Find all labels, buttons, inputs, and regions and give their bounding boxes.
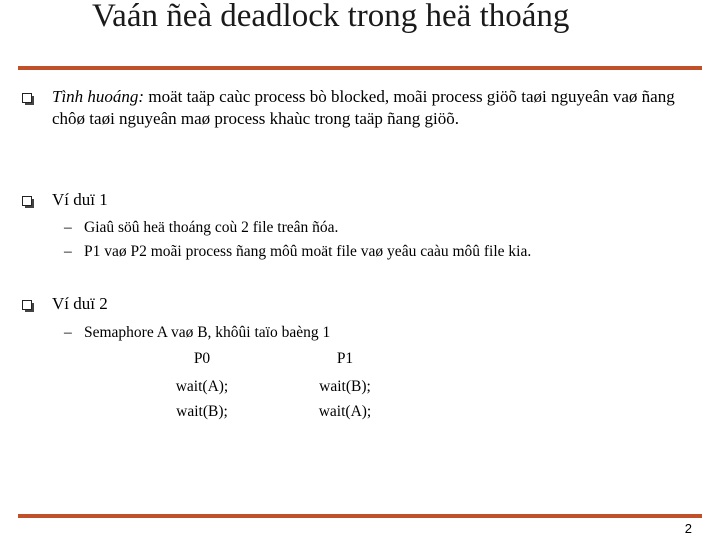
p0-line: wait(B);: [176, 403, 228, 420]
dash-icon: –: [64, 219, 72, 236]
sub-item-text: P1 vaø P2 moãi process ñang môû moät file vaø yeâu caàu môû file kia.: [84, 243, 532, 260]
sub-item-text: Semaphore A vaø B, khôûi taïo baèng 1: [84, 324, 331, 341]
bottom-divider: [18, 514, 702, 518]
top-divider: [18, 66, 702, 70]
bullet-situation: [52, 86, 692, 130]
dash-icon: –: [64, 324, 72, 341]
bullet-example-1: Ví duï 1: [52, 190, 108, 209]
bullet-situation-text: moät taäp caùc process bò blocked, moãi process giöõ taøi nguyeân vaø ñang chôø taøi nguyeân maø process khaùc trong taäp ñang giöõ.: [52, 87, 675, 128]
sub-item-text: Giaû söû heä thoáng coù 2 file treân ñóa.: [84, 219, 339, 236]
bullet-icon: [22, 93, 32, 103]
bullet-situation-label: Tình huoáng:: [52, 87, 145, 106]
p0-header: P0: [193, 350, 211, 367]
page-number: 2: [684, 521, 692, 536]
p1-line: wait(B);: [319, 378, 371, 395]
p1-header: P1: [336, 350, 354, 367]
bullet-icon: [22, 300, 32, 310]
p1-line: wait(A);: [318, 403, 372, 420]
sub-item: [64, 323, 704, 343]
slide-title: Vaán ñeà deadlock trong heä thoáng: [92, 0, 570, 34]
p0-line: wait(A);: [175, 378, 229, 395]
bullet-icon: [22, 196, 32, 206]
dash-icon: –: [64, 243, 72, 260]
bullet-example-2: Ví duï 2: [52, 294, 108, 313]
sub-item: [64, 218, 704, 238]
sub-item: [64, 242, 704, 262]
